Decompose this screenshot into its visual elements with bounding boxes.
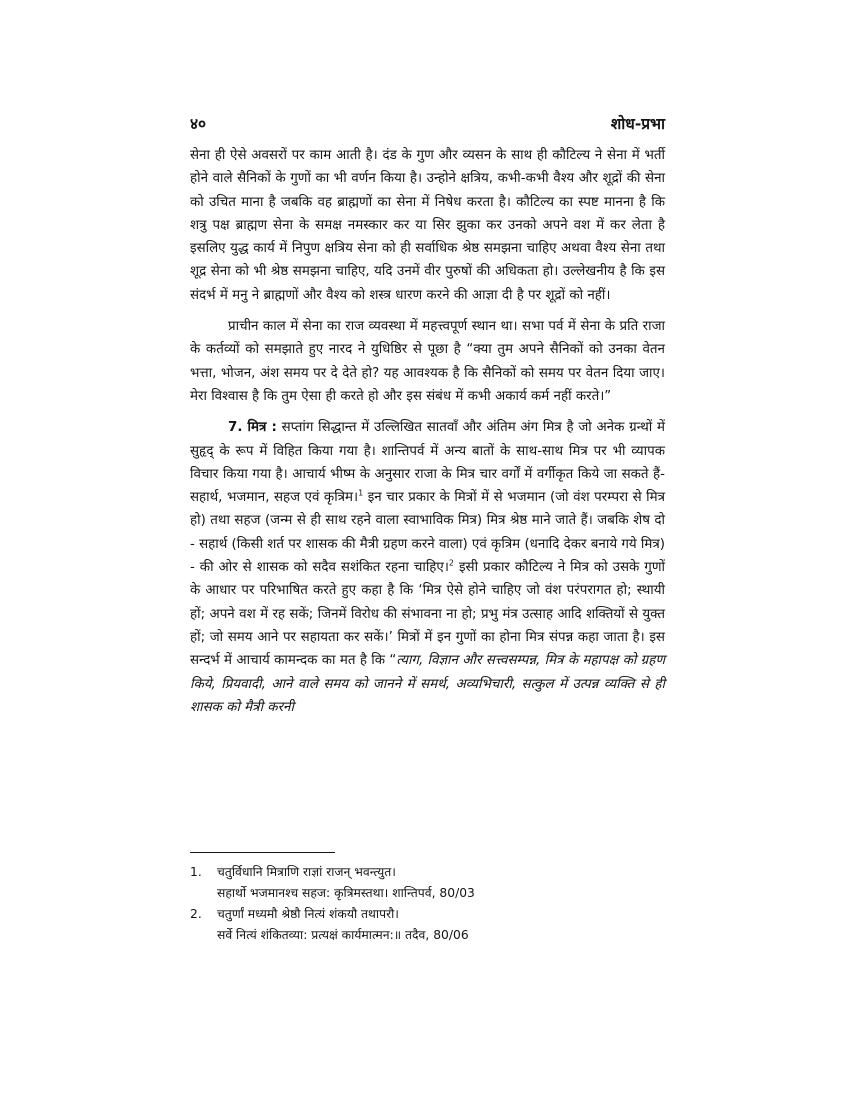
footnote-ref-2: 2 [448, 558, 454, 568]
paragraph-ancient-army: प्राचीन काल में सेना का राज व्यवस्था में महत्त्वपूर्ण स्थान था। सभा पर्व में सेना के प्रति राजा के कर्तव्यों को समझाते हुए नारद ने युधिष्ठिर से पूछा है “क्या तुम अपने सैनिकों को उनका वेतन भत्ता, भोजन, अंश समय पर दे देते हो? यह आवश्यक है कि सैनिकों को समय पर वेतन दिया जाए। मेरा विश्वास है कि तुम ऐसा ही करते हो और इस संबंध में कभी अकार्य कर्म नहीं करते।” [190, 319, 665, 404]
paragraph-text: इन चार प्रकार के मित्रों में से भजमान (जो वंश परम्परा से मित्र हो) तथा सहज (जन्म से ही साथ रहने वाला स्वाभाविक मित्र) मित्र श्रेष्ठ माने जाते हैं। जबकि शेष दो - सहार्थ (किसी शर्त पर शासक की मैत्री ग्रहण करने वाला) एवं कृत्रिम (धनादि देकर बनाये गये मित्र) - की ओर से शासक को सदैव सशंकित रहना चाहिए। [190, 490, 665, 576]
page-number: ४० [190, 115, 207, 133]
footnote-ref-1: 1 [358, 488, 364, 498]
footnote-1 [190, 862, 665, 904]
footnote-number: 1. [190, 865, 202, 879]
footnote-line: चतुर्णां मध्यमौ श्रेष्ठौ नित्यं शंकयौ तथापरौ। [217, 907, 399, 921]
footnotes [190, 862, 665, 946]
page-body [190, 112, 665, 727]
footnote-divider [190, 852, 335, 853]
paragraph-text: इसी प्रकार कौटिल्य ने मित्र को उसके गुणों के आधार पर परिभाषित करते हुए कहा है कि ‘मित्र ऐसे होने चाहिए जो वंश परंपरागत हो; स्थायी हों; अपने वश में रह सकें; जिनमें विरोध की संभावना ना हो; प्रभु मंत्र उत्साह आदि शक्तियों से युक्त हों; जो समय आने पर सहायता कर सकें।’ मित्रों में इन गुणों का होना मित्र संपन्न कहा जाता है। इस सन्दर्भ में आचार्य कामन्दक का मत है कि “ [190, 560, 665, 669]
footnote-2 [190, 904, 665, 946]
running-title: शोध-प्रभा [610, 115, 665, 133]
footnote-number: 2. [190, 907, 202, 921]
footnote-line: सर्वे नित्यं शंकितव्या: प्रत्यक्षं कार्यमात्मन:॥ तदैव, 80/06 [217, 928, 469, 942]
footnote-line: चतुर्विधानि मित्राणि राज्ञां राजन् भवन्त्युत। [217, 865, 396, 879]
paragraph-text: सप्तांग सिद्धान्त में उल्लिखित सातवाँ और अंतिम अंग मित्र है जो अनेक ग्रन्थों में सुहृद् के रूप में विहित किया गया है। शान्तिपर्व में अन्य बातों के साथ-साथ मित्र पर भी व्यापक विचार किया गया है। आचार्य भीष्म के अनुसार राजा के मित्र चार वर्गों में वर्गीकृत किये जा सकते हैं- सहार्थ, भजमान, सहज एवं कृत्रिम। [190, 420, 665, 506]
section-heading-mitra: 7. मित्र : [228, 420, 277, 436]
running-header [190, 112, 665, 134]
paragraph-mitra [190, 416, 665, 719]
footnote-line: सहार्थो भजमानश्च सहज: कृत्रिमस्तथा। शान्तिपर्व, 80/03 [217, 886, 475, 900]
quoted-text-italic: त्याग, विज्ञान और सत्त्वसम्पन्न, मित्र के महापक्ष को ग्रहण किये, प्रियवादी, आने वाले समय को जानने में समर्थ, अव्यभिचारी, सत्कुल में उत्पन्न व्यक्ति से ही शासक को मैत्री करनी [190, 653, 665, 715]
paragraph-army-qualities: सेना ही ऐसे अवसरों पर काम आती है। दंड के गुण और व्यसन के साथ ही कौटिल्य ने सेना में भर्ती होने वाले सैनिकों के गुणों का भी वर्णन किया है। उन्होने क्षत्रिय, कभी-कभी वैश्य और शूद्रों की सेना को उचित माना है जबकि वह ब्राह्मणों का सेना में निषेध करता है। कौटिल्य का स्पष्ट मानना है कि शत्रु पक्ष ब्राह्मण सेना के समक्ष नमस्कार कर या सिर झुका कर उनको अपने वश में कर लेता है इसलिए युद्ध कार्य में निपुण क्षत्रिय सेना को ही सर्वाधिक श्रेष्ठ समझना चाहिए अथवा वैश्य सेना तथा शूद्र सेना को भी श्रेष्ठ समझना चाहिए, यदि उनमें वीर पुरुषों की अधिकता हो। उल्लेखनीय है कि इस संदर्भ में मनु ने ब्राह्मणों और वैश्य को शस्त्र धारण करने की आज्ञा दी है पर शूद्रों को नहीं। [190, 148, 665, 303]
